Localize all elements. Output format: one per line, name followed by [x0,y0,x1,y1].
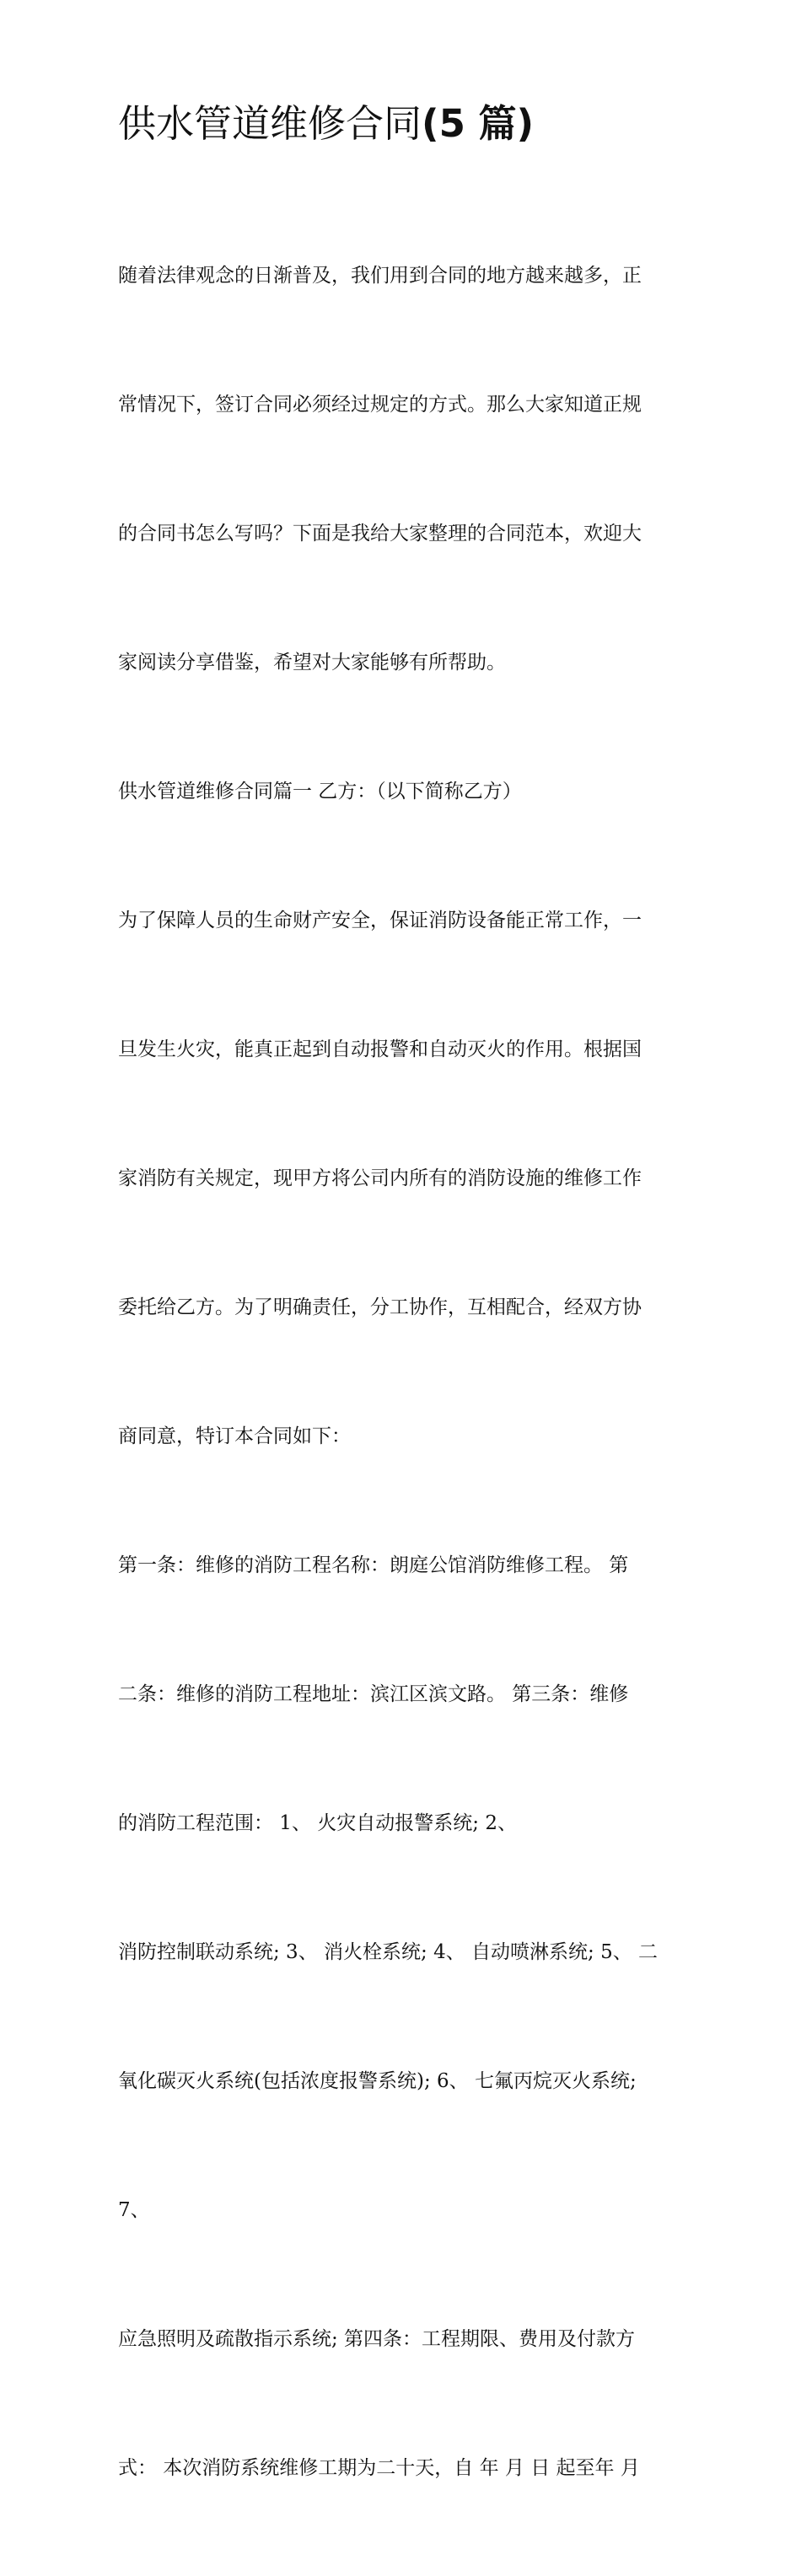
body-text [118,169,685,2576]
text-line: 消防控制联动系统; 3、 消火栓系统; 4、 自动喷淋系统; 5、 二 [118,1941,659,1963]
title-main: 供水管道维修合同 [118,101,422,146]
section-heading-line: 供水管道维修合同篇一 乙方：（以下简称乙方） [118,781,522,802]
text-line: 式： 本次消防系统维修工期为二十天，自 年 月 日 起至年 月 [118,2457,640,2479]
text-line: 的消防工程范围： 1、 火灾自动报警系统; 2、 [118,1812,517,1834]
text-line: 应急照明及疏散指示系统; 第四条：工程期限、费用及付款方 [118,2328,636,2350]
text-line: 旦发生火灾，能真正起到自动报警和自动灭火的作用。根据国 [118,1038,642,1060]
title-suffix: (5 篇) [422,101,535,146]
text-line: 第一条：维修的消防工程名称：朗庭公馆消防维修工程。 第 [118,1554,629,1576]
text-line: 常情况下，签订合同必须经过规定的方式。那么大家知道正规 [118,394,642,416]
text-line: 委托给乙方。为了明确责任，分工协作，互相配合，经双方协 [118,1296,642,1318]
document-title [118,94,685,153]
text-line: 氧化碳灭火系统(包括浓度报警系统); 6、 七氟丙烷灭火系统; [118,2070,637,2092]
text-line: 家消防有关规定，现甲方将公司内所有的消防设施的维修工作 [118,1167,642,1189]
text-line: 家阅读分享借鉴，希望对大家能够有所帮助。 [118,652,506,674]
text-line: 随着法律观念的日渐普及，我们用到合同的地方越来越多，正 [118,265,642,287]
text-line: 为了保障人员的生命财产安全，保证消防设备能正常工作，一 [118,910,642,931]
text-line: 的合同书怎么写吗？下面是我给大家整理的合同范本，欢迎大 [118,523,642,545]
text-line: 商同意，特订本合同如下： [118,1425,351,1447]
text-line: 7、 [118,2199,150,2221]
text-line: 二条：维修的消防工程地址：滨江区滨文路。 第三条：维修 [118,1683,629,1705]
document-content [118,94,685,2576]
